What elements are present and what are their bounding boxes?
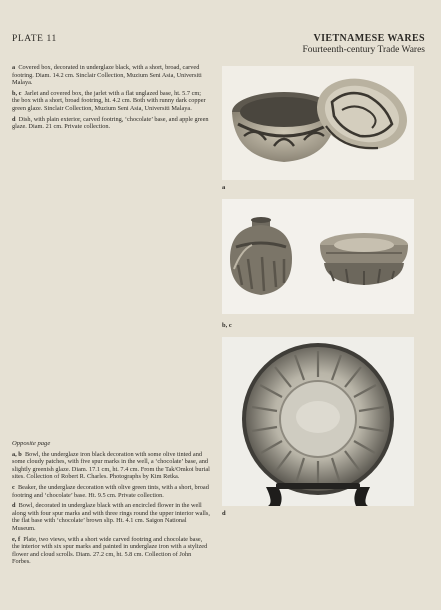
- caption-bc: [12, 90, 210, 113]
- opposite-caption-c: [12, 484, 210, 499]
- caption-text: Dish, with plain exterior, carved footring, ‘chocolate’ base, and apple green glaze. Diam. 21 cm. Private collection.: [12, 115, 209, 131]
- opposite-page-captions: [12, 440, 210, 569]
- jarlet-and-box-illustration: [222, 199, 414, 314]
- caption-label: b, c: [12, 89, 22, 97]
- opposite-caption-d: [12, 502, 210, 532]
- plate-number: PLATE 11: [12, 34, 57, 44]
- caption-label: d: [12, 115, 16, 123]
- opposite-caption-ef: [12, 536, 210, 566]
- photo-label-a: a: [222, 184, 226, 191]
- running-title: VIETNAMESE WARES: [313, 33, 425, 44]
- caption-label: c: [12, 483, 15, 491]
- plate-captions: [12, 64, 210, 134]
- caption-label: d: [12, 502, 16, 510]
- photo-label-bc: b, c: [222, 322, 232, 329]
- caption-text: Covered box, decorated in underglaze black, with a short, broad, carved footring. Diam. 14.2 cm. Sinclair Collection, Muzium Seni Asia, Universiti Malaya.: [12, 64, 202, 87]
- running-subtitle: Fourteenth-century Trade Wares: [302, 45, 425, 55]
- caption-d: [12, 116, 210, 131]
- opposite-caption-ab: [12, 451, 210, 481]
- caption-text: Bowl, decorated in underglaze black with an encircled flower in the well along with four spur marks and with three rings round the upper interior walls, the flat base with ‘chocolate’ brown slip. Ht. 4.1 cm. Saigon National Museum.: [12, 502, 210, 532]
- caption-text: Jarlet and covered box, the jarlet with a flat unglazed base, ht. 5.7 cm; the box with a short, broad footring, ht. 4.2 cm. Both with runny dark copper green glaze. Sinclair Collection, Muzium Seni Asia, Universiti Malaya.: [12, 89, 206, 112]
- caption-text: Bowl, the underglaze iron black decoration with some olive tinted and some cloudy patches, with five spur marks in the well, a ‘chocolate’ base, and slightly greenish glaze. Diam. 17.1 cm, ht. 7.4 cm. From the Tak/Omkoi burial sites. Collection of Robert R. Charles. Photographs by Kim Retka.: [12, 450, 210, 481]
- caption-label: a, b: [12, 450, 22, 458]
- opposite-page-heading: Opposite page: [12, 440, 51, 447]
- photo-covered-box: [222, 66, 414, 180]
- dish-illustration: [222, 337, 414, 506]
- covered-box-illustration: [222, 66, 414, 180]
- photo-jarlet-and-box: [222, 199, 414, 314]
- caption-label: e, f: [12, 535, 21, 543]
- photo-dish: [222, 337, 414, 506]
- caption-text: Plate, two views, with a short wide carved footring and chocolate base, the interior with six spur marks and painted in underglaze iron with a stylized flower and cloud scrolls. Diam. 27.2 cm, ht. 5.8 cm. Collection of John Forbes.: [12, 535, 208, 566]
- caption-label: a: [12, 64, 16, 71]
- caption-a: [12, 64, 210, 87]
- photo-label-d: d: [222, 510, 226, 517]
- caption-text: Beaker, the underglaze decoration with olive green tints, with a short, broad footring and ‘chocolate’ base. Ht. 9.5 cm. Private collection.: [12, 483, 209, 499]
